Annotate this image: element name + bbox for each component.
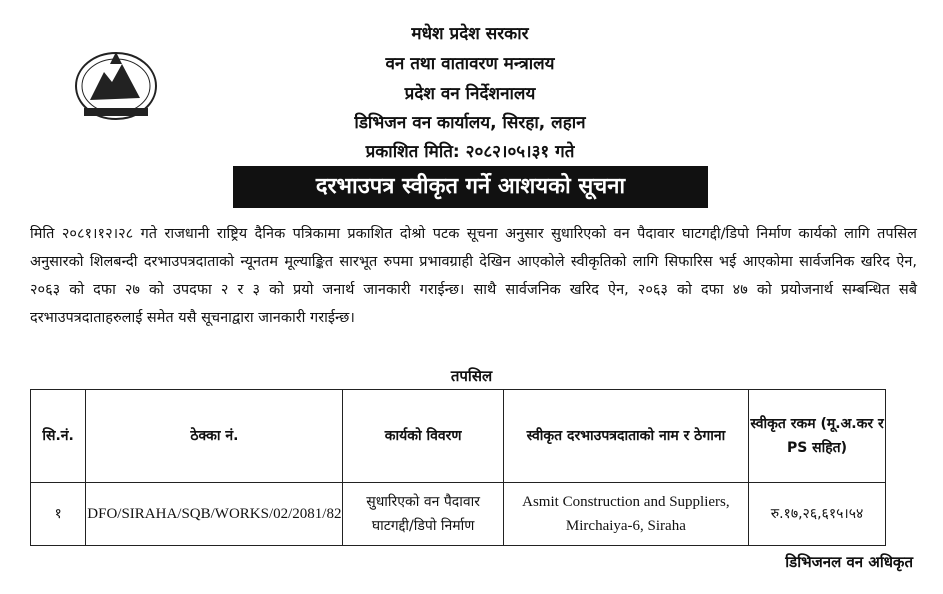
header-line-3: प्रदेश वन निर्देशनालय xyxy=(404,84,536,104)
col-amount: स्वीकृत रकम (मू.अ.कर र PS सहित) xyxy=(749,390,886,483)
table-header-row xyxy=(31,390,886,483)
notice-banner: दरभाउपत्र स्वीकृत गर्ने आशयको सूचना xyxy=(233,166,708,208)
cell-description: सुधारिएको वन पैदावार घाटगद्दी/डिपो निर्माण xyxy=(343,483,503,546)
signature: डिभिजनल वन अधिकृत xyxy=(785,553,913,571)
cell-amount: रु.१७,२६,६१५।५४ xyxy=(749,483,886,546)
col-bidder: स्वीकृत दरभाउपत्रदाताको नाम र ठेगाना xyxy=(503,390,748,483)
government-emblem-icon xyxy=(70,42,162,124)
header-line-4: डिभिजन वन कार्यालय, सिरहा, लहान xyxy=(354,113,586,133)
schedule-title: तपसिल xyxy=(450,367,493,385)
cell-sn: १ xyxy=(31,483,86,546)
table-row xyxy=(31,483,886,546)
published-date: प्रकाशित मिति: २०८२।०५।३१ गते xyxy=(365,142,575,162)
col-description: कार्यको विवरण xyxy=(343,390,503,483)
header-line-2: वन तथा वातावरण मन्त्रालय xyxy=(385,54,555,74)
bid-table xyxy=(30,389,886,546)
cell-bidder: Asmit Construction and Suppliers, Mirchaiya-6, Siraha xyxy=(503,483,748,546)
col-sn: सि.नं. xyxy=(31,390,86,483)
cell-contract-no: DFO/SIRAHA/SQB/WORKS/02/2081/82 xyxy=(86,483,343,546)
col-contract-no: ठेक्का नं. xyxy=(86,390,343,483)
notice-body: मिति २०८१।१२।२८ गते राजधानी राष्ट्रिय दैनिक पत्रिकामा प्रकाशित दोश्रो पटक सूचना अनुसार सुधारिएको वन पैदावार घाटगद्दी/डिपो निर्माण कार्यको लागि तपसिल अनुसारको शिलबन्दी दरभाउपत्रदाताको न्यूनतम मूल्याङ्कित सारभूत रुपमा प्रभावग्राही देखिन आएकोले स्वीकृतिको लागि सिफारिस भई आएकोमा सार्वजनिक खरिद ऐन, २०६३ को दफा २७ को उपदफा २ र ३ को प्रयो जनार्थ जानकारी गराईन्छ। साथै सार्वजनिक खरिद ऐन, २०६३ को दफा ४७ को प्रयोजनार्थ सम्बन्धित सबै दरभाउपत्रदाताहरुलाई समेत यसै सूचनाद्वारा जानकारी गराईन्छ। xyxy=(30,226,917,326)
header-line-1: मधेश प्रदेश सरकार xyxy=(411,24,529,44)
